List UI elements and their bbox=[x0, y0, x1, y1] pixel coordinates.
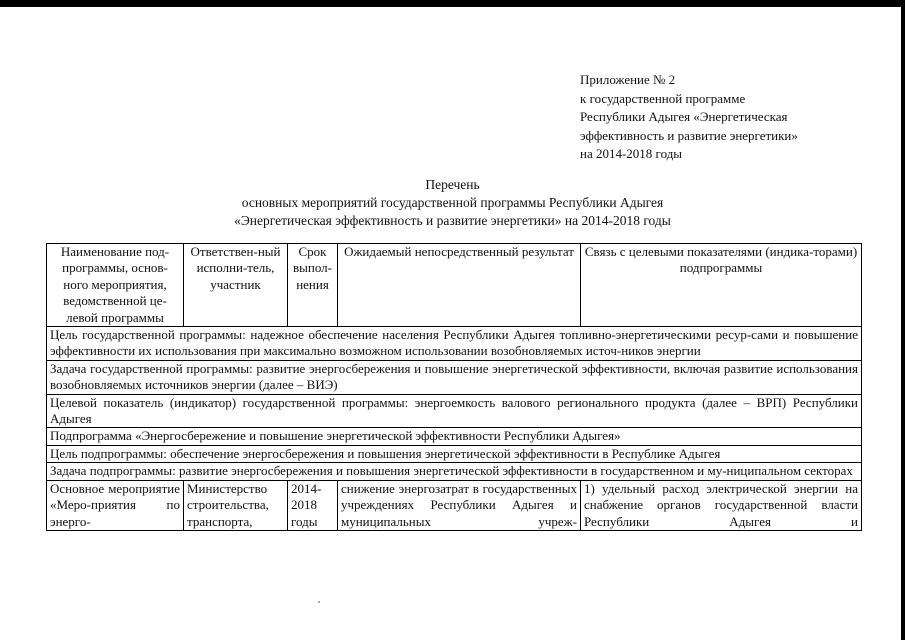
document-subtitle-line: основных мероприятий государственной программы Республики Адыгея bbox=[241, 195, 664, 210]
header-cell-result: Ожидаемый непосредственный результат bbox=[338, 244, 581, 327]
table-row bbox=[47, 428, 862, 445]
cell-indicator: 1) удельный расход электрической энергии на снабжение органов государственной власти Республики Адыгея и bbox=[581, 480, 862, 530]
header-cell-executor: Ответствен-ный исполни-тель, участник bbox=[184, 244, 288, 327]
appendix-note bbox=[580, 71, 798, 164]
scan-top-border bbox=[0, 0, 905, 7]
appendix-line: Приложение № 2 bbox=[580, 72, 676, 87]
subprogram-task-row: Задача подпрограммы: развитие энергосбережения и повышения энергетической эффективности в государственном и му-ниципальном секторах bbox=[47, 463, 862, 480]
table-row bbox=[47, 394, 862, 428]
table-row bbox=[47, 327, 862, 361]
activities-table bbox=[46, 243, 862, 531]
header-cell-indicator: Связь с целевыми показателями (индика-торами) подпрограммы bbox=[581, 244, 862, 327]
indicator-row: Целевой показатель (индикатор) государственной программы: энергоемкость валового регионального продукта (далее – ВРП) Республики Адыгея bbox=[47, 394, 862, 428]
cell-executor: Министерство строительства, транспорта, bbox=[184, 480, 288, 530]
cell-activity-name: Основное мероприятие «Меро-приятия по энерго- bbox=[47, 480, 184, 530]
scan-right-border bbox=[901, 0, 905, 640]
subprogram-goal-row: Цель подпрограммы: обеспечение энергосбережения и повышения энергетической эффективности в Республике Адыгея bbox=[47, 445, 862, 462]
cell-result: снижение энергозатрат в государственных учреждениях Республики Адыгея и муниципальных учреж- bbox=[338, 480, 581, 530]
appendix-line: Республики Адыгея «Энергетическая bbox=[580, 109, 788, 125]
subprogram-row: Подпрограмма «Энергосбережение и повышение энергетической эффективности Республики Адыгея» bbox=[47, 428, 862, 445]
table-row bbox=[47, 445, 862, 462]
table-row bbox=[47, 360, 862, 394]
goal-row: Цель государственной программы: надежное обеспечение населения Республики Адыгея топливно-энергетическими ресур-сами и повышение эффективности их использования при максимально возможном использовании возобновляемых источ-ников энергии bbox=[47, 327, 862, 361]
header-cell-name: Наименование под-программы, основ-ного мероприятия, ведомственной це-левой программы bbox=[47, 244, 184, 327]
document-subtitle-line: «Энергетическая эффективность и развитие энергетики» на 2014-2018 годы bbox=[234, 213, 671, 228]
header-cell-term: Срок выпол-нения bbox=[288, 244, 338, 327]
table-header-row bbox=[47, 244, 862, 327]
appendix-line: к государственной программе bbox=[580, 90, 746, 106]
table-row bbox=[47, 463, 862, 480]
document-title: Перечень bbox=[425, 177, 480, 192]
table-row bbox=[47, 480, 862, 530]
appendix-line: эффективность и развитие энергетики» bbox=[580, 127, 798, 143]
scan-speck bbox=[318, 601, 320, 603]
task-row: Задача государственной программы: развитие энергосбережения и повышение энергетической эффективности, включая развитие использования возобновляемых источников энергии (далее – ВИЭ) bbox=[47, 360, 862, 394]
cell-term: 2014-2018 годы bbox=[288, 480, 338, 530]
appendix-line: на 2014-2018 годы bbox=[580, 146, 683, 162]
